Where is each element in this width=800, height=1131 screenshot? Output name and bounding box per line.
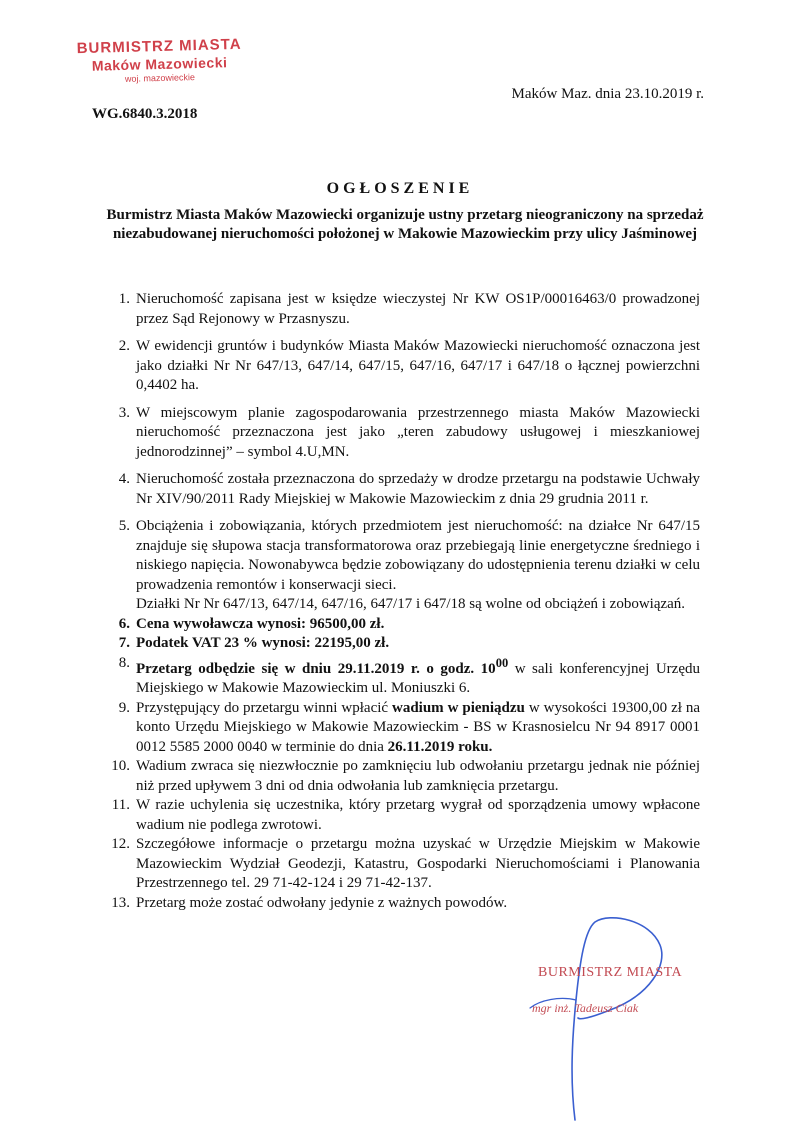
stamp-line-1: BURMISTRZ MIASTA xyxy=(76,35,242,58)
item-text: W razie uchylenia się uczestnika, który przetarg wygrał od sporządzenia umowy wpłacone wadium nie podlega zwrotowi. xyxy=(136,797,700,833)
stamp-line-2: Maków Mazowiecki xyxy=(91,54,228,74)
item-text: w wysokości 19300,00 zł na konto Urzędu Miejskiego w Makowie Mazowieckim - BS w Krasnosielcu Nr 94 8917 0001 0012 5585 2000 0040 w terminie do dnia xyxy=(136,699,700,755)
item-text: W miejscowym planie zagospodarowania przestrzennego miasta Maków Mazowiecki nieruchomość przeznaczona jest jako „teren zabudowy usługowej i mieszkaniowej jednorodzinnej” – symbol 4.U,MN. xyxy=(136,404,700,460)
item-text: Wadium zwraca się niezwłocznie po zamknięciu lub odwołaniu przetargu jednak nie później niż przed upływem 3 dni od dnia odwołania lub zamknięcia przetargu. xyxy=(136,758,700,794)
list-item xyxy=(100,615,700,635)
item-text: Przystępujący do przetargu winni wpłacić xyxy=(136,699,392,716)
reference-number: WG.6840.3.2018 xyxy=(92,106,198,122)
official-stamp xyxy=(61,35,257,85)
item-text: W ewidencji gruntów i budynków Miasta Maków Mazowiecki nieruchomość oznaczona jest jako działki Nr Nr 647/13, 647/14, 647/15, 647/16, 647/17 i 647/18 o łącznej powierzchni 0,4402 ha. xyxy=(136,338,700,393)
list-item xyxy=(100,517,700,615)
list-item xyxy=(100,757,700,796)
list-item xyxy=(100,470,700,509)
item-text: w sali konferencyjnej Urzędu Miejskiego w Makowie Mazowieckim ul. Moniuszki 6. xyxy=(136,660,700,696)
list-item xyxy=(100,404,700,463)
list-item xyxy=(100,796,700,835)
document-subject: Burmistrz Miasta Maków Mazowiecki organizuje ustny przetarg nieograniczony na sprzedaż niezabudowanej nieruchomości położonej w Makowie Mazowieckim przy ulicy Jaśminowej xyxy=(106,207,704,242)
item-bold-text: wadium w pieniądzu xyxy=(392,699,525,716)
list-item xyxy=(100,290,700,329)
item-text: Cena wywoławcza wynosi: 96500,00 zł. xyxy=(136,615,385,632)
item-text: Przetarg może zostać odwołany jedynie z ważnych powodów. xyxy=(136,894,508,911)
item-number: 13. xyxy=(111,894,130,911)
item-number: 7. xyxy=(118,635,130,651)
list-item xyxy=(100,634,700,654)
item-number: 11. xyxy=(111,797,130,813)
item-bold-text: 26.11.2019 roku. xyxy=(387,738,493,755)
item-number: 12. xyxy=(111,836,130,852)
item-extra-text: Działki Nr Nr 647/13, 647/14, 647/16, 647/17 i 647/18 są wolne od obciążeń i zobowiązań. xyxy=(136,596,686,612)
item-number: 2. xyxy=(118,338,130,354)
item-text: Obciążenia i zobowiązania, których przedmiotem jest nieruchomość: na działce Nr 647/15 znajduje się słupowa stacja transformatorowa oraz przebiegają linie energetyczne średniego i niskiego napięcia. Nowonabywca będzie zobowiązany do udostępnienia terenu działki w celu prowadzenia remontów i konserwacji sieci. xyxy=(136,518,700,593)
item-number: 10. xyxy=(111,758,130,774)
list-item xyxy=(100,654,700,699)
item-text: Nieruchomość zapisana jest w księdze wieczystej Nr KW OS1P/00016463/0 prowadzonej przez Sąd Rejonowy w Przasnyszu. xyxy=(136,291,700,327)
item-text: Nieruchomość została przeznaczona do sprzedaży w drodze przetargu na podstawie Uchwały Nr XIV/90/2011 Rady Miejskiej w Makowie Mazowieckim z dnia 29 grudnia 2011 r. xyxy=(136,471,700,507)
list-item xyxy=(100,835,700,894)
item-number: 1. xyxy=(118,291,130,307)
signature-stamp xyxy=(532,965,683,1016)
signature-title: BURMISTRZ MIASTA xyxy=(538,965,683,980)
item-number: 6. xyxy=(118,615,130,632)
item-superscript: 00 xyxy=(495,655,509,670)
document-date: Maków Maz. dnia 23.10.2019 r. xyxy=(511,86,704,102)
item-text: Szczegółowe informacje o przetargu można uzyskać w Urzędzie Miejskim w Makowie Mazowieckim Wydział Geodezji, Katastru, Gospodarki Nieruchomościami i Planowania Przestrzennego tel. 29 71-42-124 i 29 71-42-137. xyxy=(136,836,700,891)
list-item xyxy=(100,337,700,396)
document-heading: OGŁOSZENIE xyxy=(326,180,474,197)
item-text: Podatek VAT 23 % wynosi: 22195,00 zł. xyxy=(136,635,390,651)
item-number: 8. xyxy=(118,654,130,671)
signature-name: mgr inż. Tadeusz Ciak xyxy=(532,1001,639,1015)
item-bold-text: Przetarg odbędzie się w dniu 29.11.2019 r. o godz. 10 xyxy=(136,660,496,677)
item-number: 4. xyxy=(118,471,130,487)
item-number: 3. xyxy=(118,404,130,421)
stamp-line-3: woj. mazowieckie xyxy=(124,72,196,84)
item-number: 5. xyxy=(118,518,130,534)
item-number: 9. xyxy=(118,699,130,716)
announcement-items xyxy=(100,290,700,913)
list-item xyxy=(100,699,700,758)
